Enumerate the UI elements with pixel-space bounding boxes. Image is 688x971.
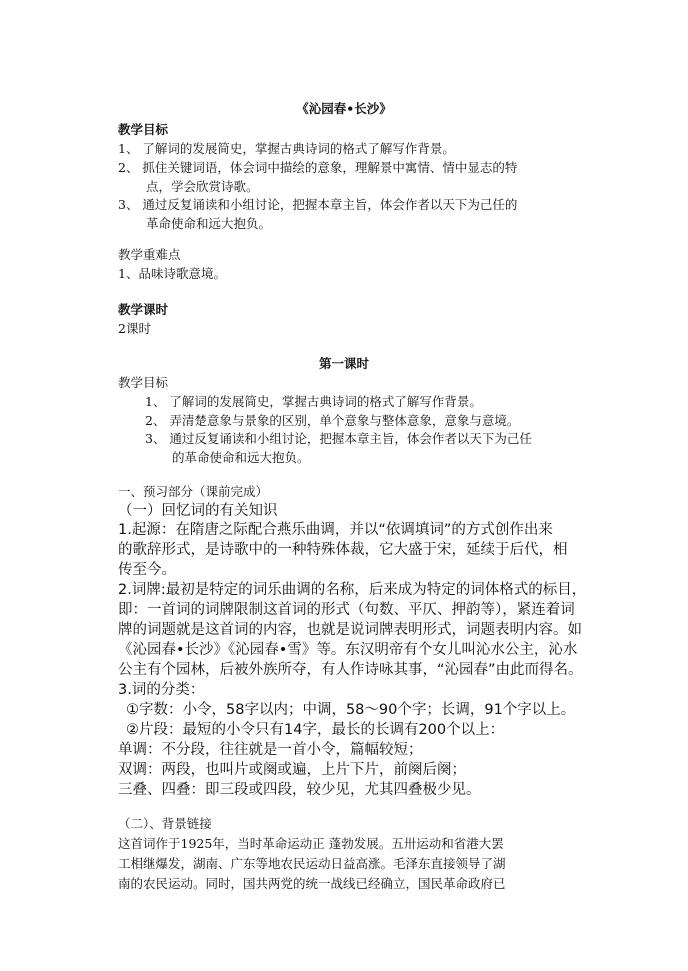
goal-line: 革命使命和远大抱负。 <box>146 216 272 231</box>
hours-value: 2课时 <box>118 321 151 336</box>
background-heading: （二）、背景链接 <box>118 816 212 831</box>
knowledge-line: 传至今。 <box>118 562 176 578</box>
knowledge-line: ②片段：最短的小令只有14字，最长的长调有200个以上： <box>126 722 505 738</box>
knowledge-line: 2.词牌:最初是特定的词乐曲调的名称，后来成为特定的词体格式的标目， <box>118 582 587 598</box>
goal-line: 3、 通过反复诵读和小组讨论，把握本章主旨，体会作者以天下为己任的 <box>118 197 518 212</box>
lesson1-goal-line: 3、 通过反复诵读和小组讨论，把握本章主旨，体会作者以天下为己任 <box>145 431 532 446</box>
lesson1-title: 第一课时 <box>318 356 369 371</box>
lesson1-goal-line: 的革命使命和远大抱负。 <box>172 450 310 465</box>
knowledge-line: 牌的词题就是这首词的内容，也就是说词牌表明形式，词题表明内容。如 <box>118 622 582 638</box>
knowledge-line: 即：一首词的词牌限制这首词的形式（句数、平仄、押韵等），紧连着词 <box>118 602 575 618</box>
knowledge-line: 单调：不分段，往往就是一首小令，篇幅较短； <box>118 742 423 758</box>
document-title: 《沁园春•长沙》 <box>296 101 392 116</box>
goals-heading: 教学目标 <box>118 122 169 137</box>
preview-heading: 一、预习部分（课前完成） <box>118 484 269 499</box>
background-line: 这首词作于1925年，当时革命运动正 蓬勃发展。五卅运动和省港大罢 <box>118 836 504 851</box>
knowledge-line: ①字数：小令，58字以内；中调，58～90个字；长调，91个字以上。 <box>126 702 576 718</box>
lesson1-goals-heading: 教学目标 <box>118 375 169 390</box>
knowledge-line: 公主有个园林，后被外族所夺，有人作诗咏其事，“沁园春”由此而得名。 <box>118 662 583 678</box>
difficulty-item: 1、品味诗歌意境。 <box>118 266 226 281</box>
difficulty-heading: 教学重难点 <box>118 247 181 262</box>
goal-line: 点，学会欣赏诗歌。 <box>146 179 259 194</box>
goal-line: 2、 抓住关键词语，体会词中描绘的意象，理解景中寓情、情中显志的特 <box>118 160 518 175</box>
knowledge-line: 双调：两段，也叫片或阕或遍，上片下片，前阕后阕； <box>118 762 466 778</box>
background-line: 南的农民运动。同时，国共两党的统一战线已经确立，国民革命政府已 <box>118 876 506 891</box>
knowledge-line: 三叠、四叠：即三段或四段，较少见，尤其四叠极少见。 <box>118 782 481 798</box>
background-line: 工相继爆发，湖南、广东等地农民运动日益高涨。毛泽东直接领导了湖 <box>118 856 506 871</box>
goal-line: 1、 了解词的发展简史，掌握古典诗词的格式了解写作背景。 <box>118 141 455 156</box>
knowledge-line: 《沁园春•长沙》《沁园春•雪》等。东汉明帝有个女儿叫沁水公主，沁水 <box>118 642 578 658</box>
knowledge-line: 的歌辞形式，是诗歌中的一种特殊体裁，它大盛于宋，延续于后代，相 <box>118 542 568 558</box>
knowledge-heading: （一）回忆词的有关知识 <box>118 503 278 519</box>
lesson1-goal-line: 2、 弄清楚意象与景象的区别，单个意象与整体意象，意象与意境。 <box>145 413 520 428</box>
knowledge-line: 3.词的分类： <box>118 682 205 698</box>
hours-heading: 教学课时 <box>118 302 169 317</box>
knowledge-line: 1.起源：在隋唐之际配合燕乐曲调，并以“依调填词”的方式创作出来 <box>118 522 553 538</box>
lesson1-goal-line: 1、 了解词的发展简史，掌握古典诗词的格式了解写作背景。 <box>145 394 482 409</box>
